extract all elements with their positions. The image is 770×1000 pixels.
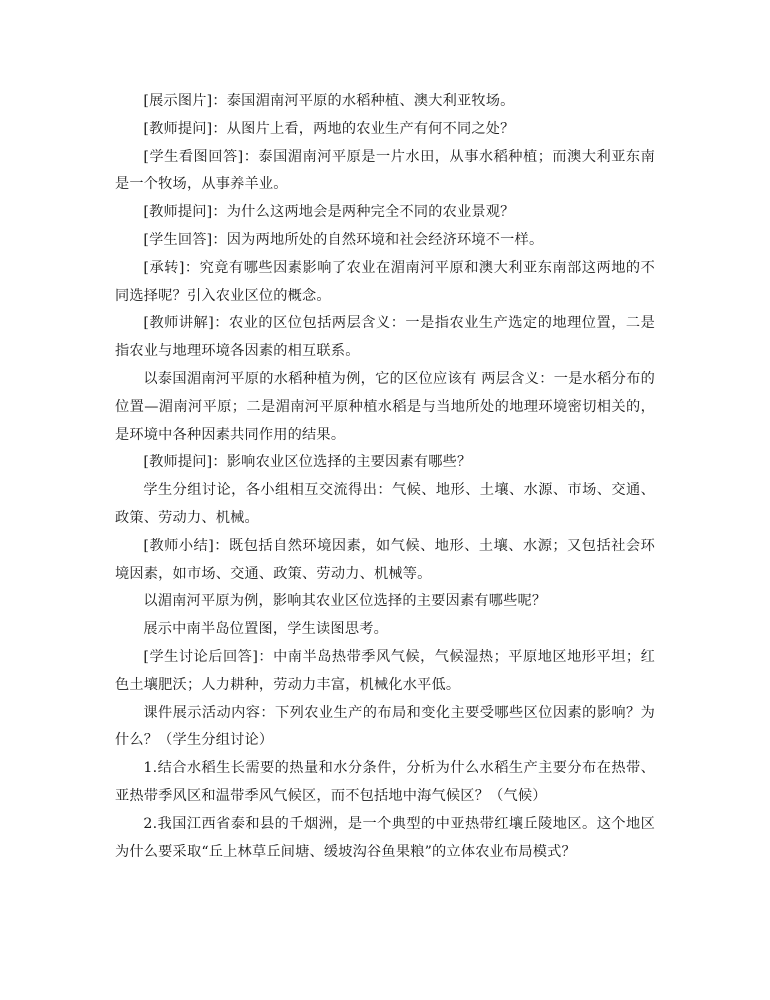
paragraph-teacher-explanation: [教师讲解]：农业的区位包括两层含义：一是指农业生产选定的地理位置，二是指农业与地理环境各因素的相互联系。 (115, 315, 655, 360)
paragraph-student-answer-1: [学生看图回答]：泰国湄南河平原是一片水田，从事水稻种植；而澳大利亚东南是一个牧场，从事养羊业。 (115, 148, 655, 193)
paragraph-student-answer-2: [学生回答]：因为两地所处的自然环境和社会经济环境不一样。 (143, 231, 544, 248)
paragraph-teacher-question-2: [教师提问]：为什么这两地会是两种完全不同的农业景观？ (143, 204, 515, 221)
paragraph-activity-intro: 课件展示活动内容：下列农业生产的布局和变化主要受哪些区位因素的影响？为什么？（学生分组讨论） (115, 704, 655, 749)
paragraph-student-answer-3: [学生讨论后回答]：中南半岛热带季风气候，气候湿热；平原地区地形平坦；红色土壤肥沃；人力耕种，劳动力丰富，机械化水平低。 (115, 648, 655, 693)
paragraph-show-map: 展示中南半岛位置图，学生读图思考。 (143, 621, 388, 638)
paragraph-teacher-question-3: [教师提问]：影响农业区位选择的主要因素有哪些？ (143, 454, 472, 471)
paragraph-rice-example: 以泰国湄南河平原的水稻种植为例，它的区位应该有 两层含义：一是水稻分布的位置—湄南河平原；二是湄南河平原种植水稻是与当地所处的地理环境密切相关的，是环境中各种因素共同作用的结果。 (115, 370, 655, 443)
paragraph-teacher-summary: [教师小结]：既包括自然环境因素，如气候、地形、土壤、水源；又包括社会环境因素，如市场、交通、政策、劳动力、机械等。 (115, 537, 655, 582)
paragraph-transition: [承转]：究竟有哪些因素影响了农业在湄南河平原和澳大利亚东南部这两地的不同选择呢？引入农业区位的概念。 (115, 259, 655, 304)
paragraph-menam-question: 以湄南河平原为例，影响其农业区位选择的主要因素有哪些呢？ (143, 593, 547, 610)
document-body (115, 88, 655, 866)
paragraph-activity-item-1: 1.结合水稻生长需要的热量和水分条件，分析为什么水稻生产主要分布在热带、亚热带季风区和温带季风气候区，而不包括地中海气候区？（气候） (115, 760, 655, 804)
paragraph-teacher-question-1: [教师提问]：从图片上看，两地的农业生产有何不同之处？ (143, 120, 515, 137)
paragraph-show-images: [展示图片]：泰国湄南河平原的水稻种植、澳大利亚牧场。 (143, 93, 515, 109)
paragraph-group-discussion: 学生分组讨论，各小组相互交流得出：气候、地形、土壤、水源、市场、交通、政策、劳动力、机械。 (115, 482, 655, 526)
paragraph-activity-item-2: 2.我国江西省泰和县的千烟洲，是一个典型的中亚热带红壤丘陵地区。这个地区为什么要采取“丘上林草丘间塘、缓坡沟谷鱼果粮”的立体农业布局模式？ (115, 815, 655, 860)
